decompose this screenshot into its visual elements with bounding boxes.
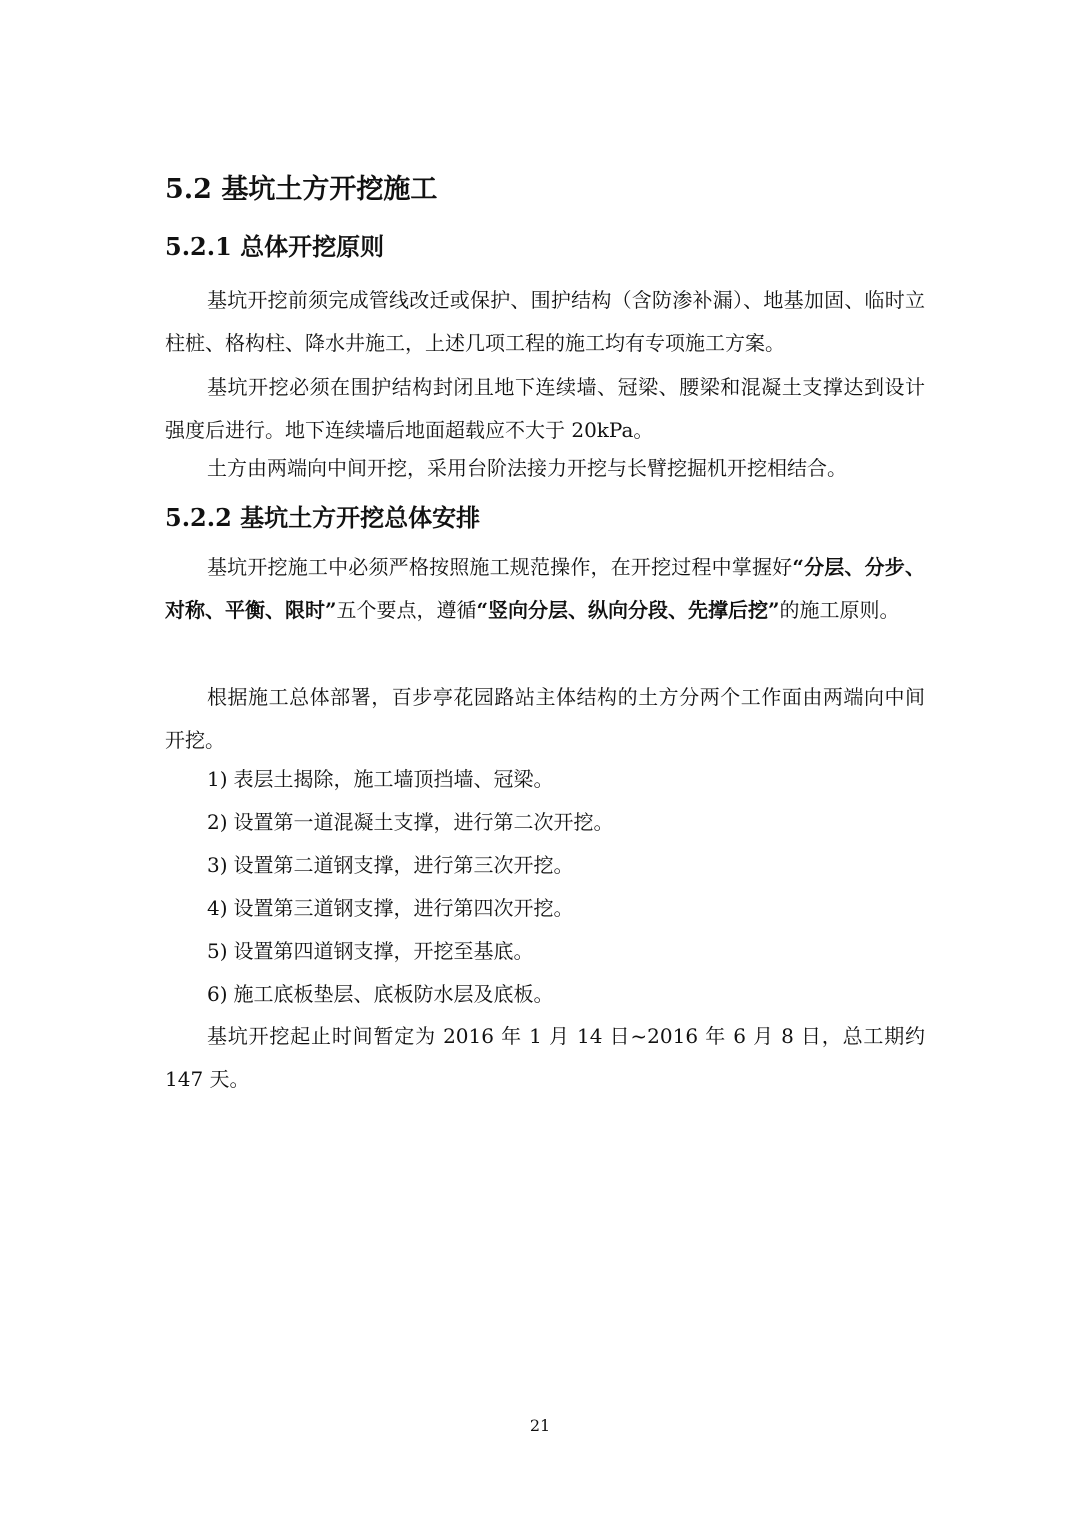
paragraph-excavation-condition: 基坑开挖必须在围护结构封闭且地下连续墙、冠梁、腰梁和混凝土支撑达到设计强度后进行。地下连续墙后地面超载应不大于 20kPa。 bbox=[165, 375, 925, 442]
list-item bbox=[207, 930, 927, 973]
principles-text-1: 基坑开挖施工中必须严格按照施工规范操作，在开挖过程中掌握好 bbox=[207, 555, 793, 579]
list-item-number: 4) bbox=[207, 896, 228, 920]
subsection-heading-5-2-1: 5.2.1 总体开挖原则 bbox=[165, 232, 385, 261]
list-item-number: 5) bbox=[207, 939, 228, 963]
list-item-number: 6) bbox=[207, 982, 228, 1006]
principles-highlight-1: “分层、分步、对称、平衡、限时” bbox=[165, 555, 925, 622]
paragraph-construction-principles bbox=[165, 546, 925, 632]
principles-highlight-2: “竖向分层、纵向分段、先撑后挖” bbox=[476, 598, 780, 622]
list-item-text: 设置第三道钢支撑，进行第四次开挖。 bbox=[233, 896, 574, 920]
list-item bbox=[207, 887, 927, 930]
subsection-heading-5-2-2: 5.2.2 基坑土方开挖总体安排 bbox=[165, 503, 481, 532]
list-item-number: 1) bbox=[207, 767, 228, 791]
page-number: 21 bbox=[529, 1416, 551, 1435]
paragraph-prerequisites: 基坑开挖前须完成管线改迁或保护、围护结构（含防渗补漏）、地基加固、临时立柱桩、格构柱、降水井施工，上述几项工程的施工均有专项施工方案。 bbox=[165, 288, 925, 355]
principles-text-2: 五个要点，遵循 bbox=[336, 598, 477, 622]
list-item-text: 表层土揭除，施工墙顶挡墙、冠梁。 bbox=[233, 767, 554, 791]
list-item bbox=[207, 758, 927, 801]
paragraph-deployment: 根据施工总体部署，百步亭花园路站主体结构的土方分两个工作面由两端向中间开挖。 bbox=[165, 685, 925, 752]
list-item bbox=[207, 973, 927, 1016]
excavation-steps-list bbox=[207, 758, 927, 1016]
list-item bbox=[207, 844, 927, 887]
principles-text-3: 的施工原则。 bbox=[779, 598, 900, 622]
list-item-number: 2) bbox=[207, 810, 228, 834]
paragraph-schedule: 基坑开挖起止时间暂定为 2016 年 1 月 14 日~2016 年 6 月 8 日，总工期约 147 天。 bbox=[165, 1024, 925, 1091]
list-item-text: 设置第二道钢支撑，进行第三次开挖。 bbox=[233, 853, 574, 877]
list-item bbox=[207, 801, 927, 844]
list-item-text: 施工底板垫层、底板防水层及底板。 bbox=[233, 982, 554, 1006]
paragraph-excavation-method: 土方由两端向中间开挖，采用台阶法接力开挖与长臂挖掘机开挖相结合。 bbox=[207, 456, 847, 480]
list-item-text: 设置第一道混凝土支撑，进行第二次开挖。 bbox=[233, 810, 614, 834]
list-item-text: 设置第四道钢支撑，开挖至基底。 bbox=[233, 939, 534, 963]
list-item-number: 3) bbox=[207, 853, 228, 877]
section-heading: 5.2 基坑土方开挖施工 bbox=[165, 174, 438, 205]
